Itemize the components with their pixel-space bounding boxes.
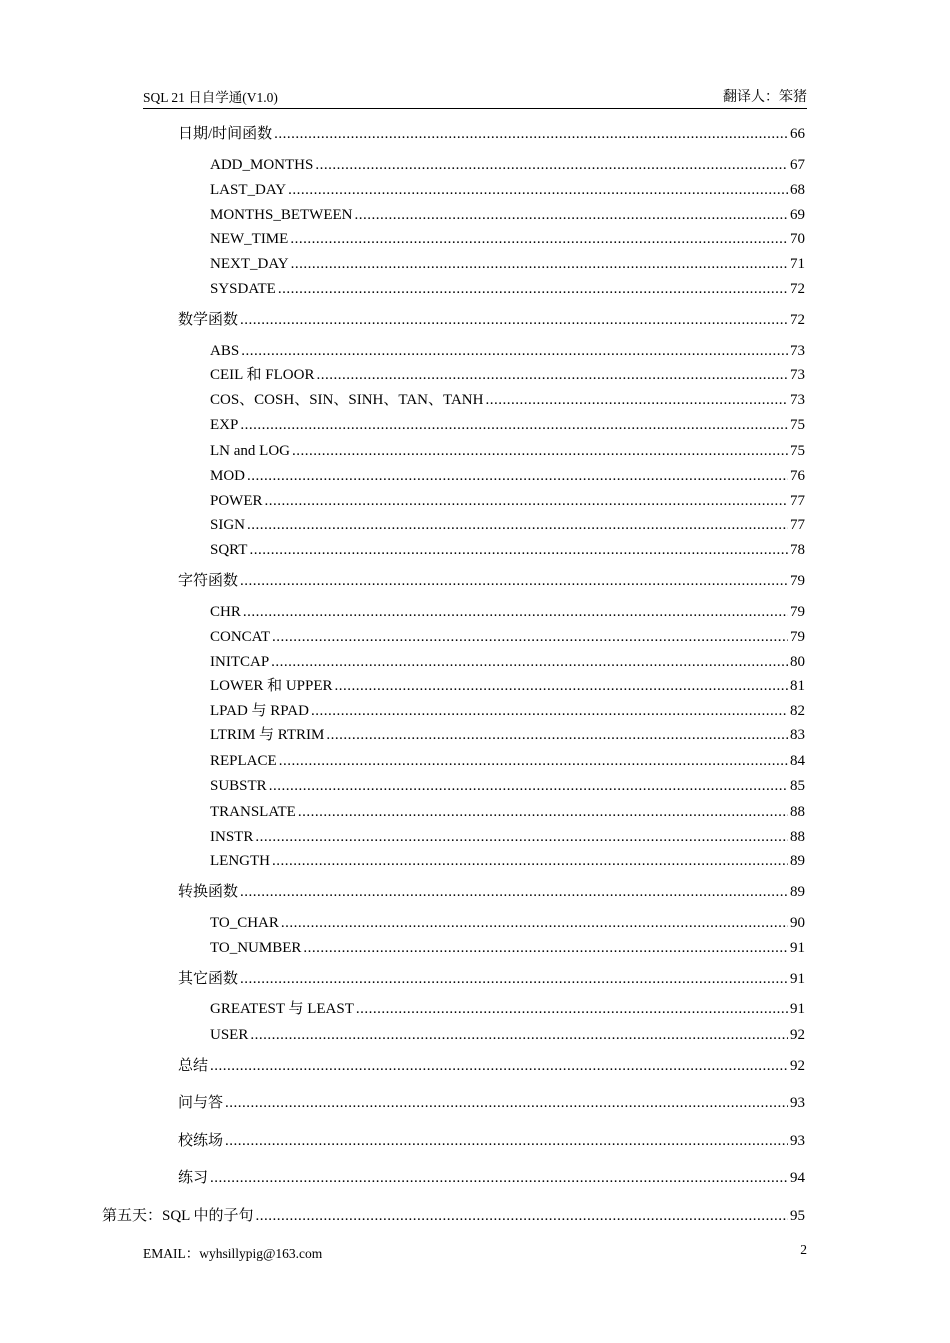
toc-entry-label: GREATEST 与 LEAST <box>210 1001 354 1017</box>
dot-leader <box>225 1132 788 1150</box>
toc-entry-label: 问与答 <box>178 1095 224 1111</box>
dot-leader <box>272 852 788 870</box>
toc-entry[interactable] <box>210 467 805 485</box>
toc-entry[interactable] <box>178 125 805 143</box>
toc-entry-label: LPAD 与 RPAD <box>210 703 309 719</box>
toc-entry[interactable] <box>210 280 805 298</box>
toc-entry-label: TO_NUMBER <box>210 940 302 956</box>
dot-leader <box>210 1169 788 1187</box>
toc-entry[interactable] <box>210 255 805 273</box>
toc-entry-page: 91 <box>790 971 805 987</box>
toc-entry[interactable] <box>210 391 805 409</box>
toc-entry-page: 88 <box>790 804 805 820</box>
toc-entry-label: INSTR <box>210 829 254 845</box>
toc-entry-page: 91 <box>790 1001 805 1017</box>
toc-entry[interactable] <box>210 653 805 671</box>
toc-entry-page: 79 <box>790 573 805 589</box>
toc-entry-label: LOWER 和 UPPER <box>210 678 333 694</box>
toc-entry-page: 81 <box>790 678 805 694</box>
toc-entry-label: CEIL 和 FLOOR <box>210 367 315 383</box>
toc-entry[interactable] <box>210 828 805 846</box>
toc-entry-label: SIGN <box>210 517 246 533</box>
dot-leader <box>265 492 789 510</box>
toc-entry-page: 71 <box>790 256 805 272</box>
toc-entry[interactable] <box>210 230 805 248</box>
dot-leader <box>311 702 788 720</box>
dot-leader <box>326 726 788 744</box>
toc-entry-label: TRANSLATE <box>210 804 296 820</box>
toc-entry[interactable] <box>210 492 805 510</box>
dot-leader <box>316 366 788 384</box>
toc-entry[interactable] <box>210 416 805 434</box>
toc-entry-page: 93 <box>790 1133 805 1149</box>
toc-entry-page: 75 <box>790 417 805 433</box>
toc-entry[interactable] <box>210 914 805 932</box>
toc-entry[interactable] <box>210 603 805 621</box>
toc-entry[interactable] <box>210 702 805 720</box>
toc-entry-label: 校练场 <box>178 1133 224 1149</box>
dot-leader <box>291 255 788 273</box>
toc-entry-label: LN and LOG <box>210 443 290 459</box>
dot-leader <box>279 752 788 770</box>
toc-entry[interactable] <box>178 311 805 329</box>
dot-leader <box>241 342 788 360</box>
toc-entry-label: 练习 <box>178 1170 209 1186</box>
toc-entry-page: 68 <box>790 182 805 198</box>
dot-leader <box>355 206 789 224</box>
toc-entry-page: 92 <box>790 1058 805 1074</box>
toc-entry[interactable] <box>210 752 805 770</box>
dot-leader <box>250 1026 788 1044</box>
toc-entry-page: 89 <box>790 853 805 869</box>
dot-leader <box>485 391 788 409</box>
toc-entry-page: 83 <box>790 727 805 743</box>
toc-entry-page: 72 <box>790 312 805 328</box>
translator-credit: 翻译人：笨猪 <box>723 90 807 105</box>
dot-leader <box>281 914 788 932</box>
toc-entry[interactable] <box>178 883 805 901</box>
dot-leader <box>256 1207 788 1225</box>
dot-leader <box>240 311 788 329</box>
toc-entry[interactable] <box>210 181 805 199</box>
toc-entry-label: 第五天：SQL 中的子句 <box>102 1208 254 1224</box>
toc-entry-label: MONTHS_BETWEEN <box>210 207 353 223</box>
toc-entry[interactable] <box>210 803 805 821</box>
dot-leader <box>303 939 788 957</box>
toc-entry[interactable] <box>178 1094 805 1112</box>
toc-entry-page: 70 <box>790 231 805 247</box>
toc-entry[interactable] <box>178 1132 805 1150</box>
email-contact: EMAIL：wyhsillypig@163.com <box>143 1246 323 1261</box>
toc-entry-page: 95 <box>790 1208 805 1224</box>
toc-entry[interactable] <box>210 852 805 870</box>
toc-entry-label: REPLACE <box>210 753 277 769</box>
toc-entry-page: 75 <box>790 443 805 459</box>
dot-leader <box>271 653 788 671</box>
dot-leader <box>255 828 788 846</box>
dot-leader <box>240 416 788 434</box>
toc-entry-page: 77 <box>790 493 805 509</box>
toc-entry-page: 80 <box>790 654 805 670</box>
toc-entry-label: 数学函数 <box>178 312 239 328</box>
dot-leader <box>225 1094 788 1112</box>
toc-entry-label: SYSDATE <box>210 281 276 297</box>
dot-leader <box>247 467 788 485</box>
toc-entry-label: NEXT_DAY <box>210 256 289 272</box>
toc-entry-page: 90 <box>790 915 805 931</box>
toc-entry[interactable] <box>210 342 805 360</box>
toc-entry-label: LENGTH <box>210 853 270 869</box>
toc-entry-label: TO_CHAR <box>210 915 279 931</box>
toc-entry-label: SQRT <box>210 542 248 558</box>
dot-leader <box>315 156 788 174</box>
toc-entry-label: LTRIM 与 RTRIM <box>210 727 325 743</box>
toc-entry[interactable] <box>178 1169 805 1187</box>
dot-leader <box>272 628 788 646</box>
toc-entry-page: 84 <box>790 753 805 769</box>
toc-entry-page: 76 <box>790 468 805 484</box>
toc-entry[interactable] <box>210 777 805 795</box>
toc-entry[interactable] <box>178 572 805 590</box>
toc-entry-page: 91 <box>790 940 805 956</box>
toc-entry[interactable] <box>210 206 805 224</box>
dot-leader <box>269 777 788 795</box>
toc-entry-label: NEW_TIME <box>210 231 289 247</box>
toc-entry[interactable] <box>210 156 805 174</box>
toc-entry-page: 79 <box>790 604 805 620</box>
toc-entry[interactable] <box>178 1057 805 1075</box>
dot-leader <box>335 677 788 695</box>
dot-leader <box>274 125 788 143</box>
toc-entry[interactable] <box>210 1026 805 1044</box>
toc-entry-label: 日期/时间函数 <box>178 126 273 142</box>
toc-entry-label: ABS <box>210 343 240 359</box>
document-title: SQL 21 日自学通(V1.0) <box>143 90 278 105</box>
dot-leader <box>240 572 788 590</box>
toc-entry-label: EXP <box>210 417 239 433</box>
toc-entry-label: 总结 <box>178 1058 209 1074</box>
toc-entry-label: 其它函数 <box>178 971 239 987</box>
toc-entry-label: SUBSTR <box>210 778 267 794</box>
toc-entry-page: 88 <box>790 829 805 845</box>
toc-entry[interactable] <box>210 677 805 695</box>
dot-leader <box>210 1057 788 1075</box>
toc-entry[interactable] <box>210 442 805 460</box>
toc-entry[interactable] <box>210 628 805 646</box>
toc-entry[interactable] <box>210 541 805 559</box>
toc-entry-page: 89 <box>790 884 805 900</box>
toc-entry[interactable] <box>210 516 805 534</box>
toc-entry-label: CONCAT <box>210 629 271 645</box>
toc-chapter-entry[interactable] <box>102 1207 805 1225</box>
toc-entry-label: ADD_MONTHS <box>210 157 314 173</box>
toc-entry[interactable] <box>210 366 805 384</box>
dot-leader <box>288 181 788 199</box>
dot-leader <box>249 541 788 559</box>
toc-entry-label: POWER <box>210 493 263 509</box>
toc-entry[interactable] <box>210 1000 805 1018</box>
toc-entry-page: 69 <box>790 207 805 223</box>
toc-entry-page: 73 <box>790 343 805 359</box>
toc-entry-label: 字符函数 <box>178 573 239 589</box>
toc-entry-page: 66 <box>790 126 805 142</box>
toc-entry-page: 67 <box>790 157 805 173</box>
toc-entry-label: LAST_DAY <box>210 182 287 198</box>
toc-entry-label: 转换函数 <box>178 884 239 900</box>
toc-entry-page: 93 <box>790 1095 805 1111</box>
toc-entry[interactable] <box>210 726 805 744</box>
dot-leader <box>243 603 788 621</box>
toc-entry-page: 92 <box>790 1027 805 1043</box>
dot-leader <box>240 883 788 901</box>
dot-leader <box>278 280 788 298</box>
dot-leader <box>298 803 788 821</box>
dot-leader <box>290 230 788 248</box>
toc-entry-label: USER <box>210 1027 249 1043</box>
toc-entry-page: 78 <box>790 542 805 558</box>
toc-entry-page: 85 <box>790 778 805 794</box>
page-number: 2 <box>800 1242 807 1257</box>
toc-entry-page: 77 <box>790 517 805 533</box>
toc-entry[interactable] <box>178 970 805 988</box>
toc-entry-label: CHR <box>210 604 241 620</box>
dot-leader <box>247 516 788 534</box>
toc-entry-page: 82 <box>790 703 805 719</box>
toc-entry-label: MOD <box>210 468 246 484</box>
dot-leader <box>292 442 788 460</box>
dot-leader <box>240 970 788 988</box>
toc-entry[interactable] <box>210 939 805 957</box>
toc-entry-page: 79 <box>790 629 805 645</box>
toc-entry-page: 73 <box>790 367 805 383</box>
toc-entry-page: 94 <box>790 1170 805 1186</box>
toc-entry-page: 73 <box>790 392 805 408</box>
toc-entry-label: INITCAP <box>210 654 270 670</box>
toc-entry-page: 72 <box>790 281 805 297</box>
dot-leader <box>356 1000 788 1018</box>
toc-entry-label: COS、COSH、SIN、SINH、TAN、TANH <box>210 392 484 408</box>
